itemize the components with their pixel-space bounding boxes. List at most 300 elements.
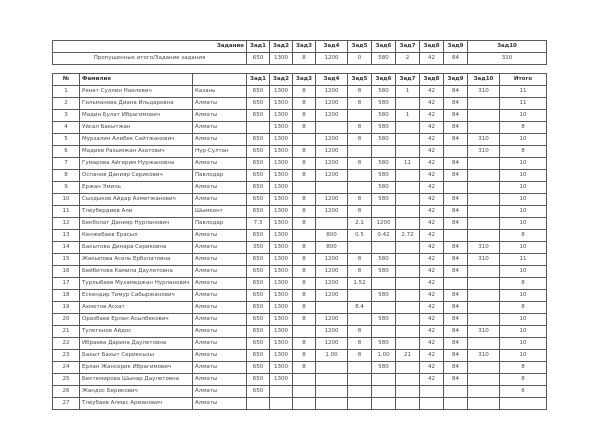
task-score [293,386,316,398]
task-score: 8 [293,86,316,98]
row-number: 2 [53,98,80,110]
column-header: № [53,74,80,86]
task-score [372,374,396,386]
task-score [348,242,372,254]
summary-column-header: Зад8 [420,41,444,53]
task-score: 2.72 [396,230,420,242]
row-number: 23 [53,350,80,362]
participant-city: Алматы [193,98,247,110]
participant-city: Алматы [193,110,247,122]
participant-city: Павлодар [193,170,247,182]
participant-city: Алматы [193,398,247,410]
task-score: 8 [348,194,372,206]
task-score: 580 [372,182,396,194]
task-score: 310 [468,134,500,146]
task-score [468,314,500,326]
row-total: 10 [500,218,547,230]
task-score: 1300 [270,146,293,158]
task-score [396,338,420,350]
task-score [444,278,468,290]
task-score [396,218,420,230]
summary-value: 2 [396,53,420,65]
row-number: 14 [53,242,80,254]
row-number: 26 [53,386,80,398]
task-score: 350 [247,242,270,254]
task-score: 42 [420,302,444,314]
task-score: 8 [293,266,316,278]
task-score: 84 [444,218,468,230]
row-total: 8 [500,278,547,290]
row-total: 11 [500,86,547,98]
row-number: 3 [53,110,80,122]
task-score: 84 [444,314,468,326]
row-number: 6 [53,146,80,158]
task-score: 84 [444,266,468,278]
task-score [316,374,348,386]
task-score: 1200 [316,314,348,326]
participant-city: Шымкент [193,206,247,218]
summary-value: 1300 [270,53,293,65]
task-score: 8.4 [348,302,372,314]
table-row [53,386,547,398]
task-score: 8 [293,170,316,182]
summary-value: 84 [444,53,468,65]
task-score: 650 [247,86,270,98]
task-score [468,230,500,242]
task-score: 84 [444,362,468,374]
participant-name: Кенжебаев Ерасыл [80,230,193,242]
summary-column-header: Зад10 [468,41,547,53]
task-score [444,386,468,398]
row-total: 10 [500,326,547,338]
task-score: 42 [420,326,444,338]
task-score: 42 [420,278,444,290]
summary-column-header: Зад3 [293,41,316,53]
task-score: 84 [444,122,468,134]
task-score [372,206,396,218]
task-score [396,206,420,218]
column-header: Зад6 [372,74,396,86]
task-score: 8 [348,86,372,98]
task-score [348,362,372,374]
task-score: 84 [444,98,468,110]
task-score: 1200 [316,266,348,278]
column-header: Зад4 [316,74,348,86]
participant-name: Бектемирова Шынар Даулетовна [80,374,193,386]
task-score [372,278,396,290]
participant-city: Павлодар [193,218,247,230]
task-score [396,254,420,266]
task-score: 1200 [316,158,348,170]
task-score [293,134,316,146]
task-score [444,230,468,242]
participant-city: Алматы [193,122,247,134]
task-score: 84 [444,290,468,302]
row-total: 10 [500,314,547,326]
participant-name: Бахыт Бахыт Сериккызы [80,350,193,362]
task-score [396,326,420,338]
participant-city: Алматы [193,134,247,146]
participant-name: Бакытова Динара Сериковна [80,242,193,254]
row-number: 1 [53,86,80,98]
participant-name: Бекболат Данияр Нурланович [80,218,193,230]
summary-column-header: Зад1 [247,41,270,53]
participant-city: Алматы [193,194,247,206]
task-score: 8 [293,218,316,230]
table-row [53,278,547,290]
summary-value: 310 [468,53,547,65]
column-header: Зад8 [420,74,444,86]
task-score: 1300 [270,326,293,338]
task-score: 650 [247,206,270,218]
participant-city: Алматы [193,374,247,386]
task-score: 650 [247,182,270,194]
task-score [372,398,396,410]
task-score: 580 [372,338,396,350]
summary-value: 580 [372,53,396,65]
participant-city: Казань [193,86,247,98]
task-score: 1200 [316,206,348,218]
task-score [372,326,396,338]
task-score: 310 [468,326,500,338]
task-score: 84 [444,86,468,98]
row-total: 8 [500,374,547,386]
participant-name: Мурзалин Алибек Сейтжанович [80,134,193,146]
participant-name: Бейбитова Камила Даулетовна [80,266,193,278]
table-row [53,254,547,266]
task-score [372,386,396,398]
task-score: 1200 [316,194,348,206]
table-row [53,218,547,230]
task-score: 1200 [316,110,348,122]
task-score: 1 [396,110,420,122]
table-row [53,398,547,410]
task-score: 84 [444,350,468,362]
participant-city: Алматы [193,338,247,350]
task-score: 42 [420,362,444,374]
task-score [316,182,348,194]
task-score [396,98,420,110]
task-score: 1.00 [372,350,396,362]
participant-city: Алматы [193,230,247,242]
task-score [316,218,348,230]
column-header: Зад7 [396,74,420,86]
participant-name: Тлеубаев Алмас Арманович [80,398,193,410]
participant-city: Алматы [193,302,247,314]
table-row [53,242,547,254]
participant-name: Ибраева Дарина Даулетовна [80,338,193,350]
summary-value: 650 [247,53,270,65]
task-score: 650 [247,98,270,110]
task-score: 8 [293,110,316,122]
summary-label: Задание [53,41,247,53]
task-score: 42 [420,206,444,218]
summary-column-header: Зад2 [270,41,293,53]
task-score: 42 [420,242,444,254]
table-row [53,314,547,326]
task-score: 8 [293,338,316,350]
task-score: 8 [348,338,372,350]
participant-name: Оразбаев Ерлан Асылбекович [80,314,193,326]
task-score: 8 [293,278,316,290]
task-score: 42 [420,290,444,302]
task-score: 1300 [270,122,293,134]
row-number: 17 [53,278,80,290]
participant-name: Оспанов Данияр Серикович [80,170,193,182]
participant-city: Алматы [193,158,247,170]
participant-name: Жакыпова Асель Ерболатовна [80,254,193,266]
row-number: 11 [53,206,80,218]
task-score: 1200 [316,254,348,266]
task-score: 650 [247,278,270,290]
summary-value: 8 [293,53,316,65]
task-score: 42 [420,158,444,170]
row-number: 21 [53,326,80,338]
task-score: 1300 [270,290,293,302]
table-gap [53,65,547,74]
participant-name: Ренат Суллин Наилевич [80,86,193,98]
task-score: 84 [444,158,468,170]
summary-value: 1200 [316,53,348,65]
task-score: 84 [444,206,468,218]
task-score: 580 [372,314,396,326]
task-score: 580 [372,134,396,146]
task-score [396,122,420,134]
participant-name: Мадиев Рахымжан Азатович [80,146,193,158]
table-row [53,146,547,158]
task-score: 1300 [270,110,293,122]
row-total: 6 [500,386,547,398]
task-score: 1200 [316,170,348,182]
row-total: 10 [500,194,547,206]
row-total [500,398,547,410]
task-score: 580 [372,86,396,98]
task-score [293,182,316,194]
task-score: 8 [348,122,372,134]
task-score [396,170,420,182]
participant-city: Алматы [193,254,247,266]
task-score [316,386,348,398]
task-score [468,278,500,290]
table-row [53,230,547,242]
participant-name: Тулегенов Айдос [80,326,193,338]
task-score [468,362,500,374]
summary-header-row [53,41,547,53]
task-score: 42 [420,182,444,194]
task-score: 1300 [270,194,293,206]
table-row [53,98,547,110]
participant-city: Алматы [193,278,247,290]
task-score [316,302,348,314]
row-total: 10 [500,266,547,278]
summary-values-label: Пропущенных итого/Задание задания [53,53,247,65]
task-score: 650 [247,230,270,242]
row-number: 19 [53,302,80,314]
task-score: 650 [247,314,270,326]
participant-city: Алматы [193,326,247,338]
task-score: 1300 [270,350,293,362]
participant-name: Жандос Берикович [80,386,193,398]
task-score: 1300 [270,230,293,242]
row-number: 15 [53,254,80,266]
task-score: 1300 [270,134,293,146]
column-header: Зад2 [270,74,293,86]
participant-city: Нур-Султан [193,146,247,158]
task-score: 42 [420,170,444,182]
task-score [348,314,372,326]
task-score [468,386,500,398]
task-score: 1200 [316,290,348,302]
task-score: 580 [372,158,396,170]
task-score [444,398,468,410]
task-score [348,170,372,182]
table-row [53,266,547,278]
task-score: 1.52 [348,278,372,290]
task-score: 1300 [270,218,293,230]
task-score [247,398,270,410]
task-score: 8 [348,266,372,278]
task-score [420,386,444,398]
row-total: 10 [500,182,547,194]
task-score [468,122,500,134]
participant-name: Ержан Эмиль [80,182,193,194]
task-score: 42 [420,350,444,362]
column-header [193,74,247,86]
table-row [53,122,547,134]
task-score: 1200 [316,278,348,290]
table-row [53,158,547,170]
task-score [247,122,270,134]
task-score: 84 [444,194,468,206]
task-score: 650 [247,290,270,302]
task-score [468,170,500,182]
task-score: 650 [247,374,270,386]
row-number: 25 [53,374,80,386]
summary-column-header: Зад6 [372,41,396,53]
task-score: 1.00 [316,350,348,362]
task-score: 650 [247,338,270,350]
task-score: 42 [420,146,444,158]
task-score: 8 [293,242,316,254]
participant-city: Алматы [193,314,247,326]
row-number: 13 [53,230,80,242]
task-score [468,302,500,314]
column-header: Зад9 [444,74,468,86]
task-score [316,362,348,374]
row-total: 10 [500,242,547,254]
table-row [53,362,547,374]
task-score: 1300 [270,182,293,194]
task-score: 8 [293,314,316,326]
task-score: 1300 [270,206,293,218]
task-score: 650 [247,302,270,314]
task-score: 84 [444,242,468,254]
participant-name: Сыздыков Айдар Ахметжанович [80,194,193,206]
task-score [348,290,372,302]
task-score [316,398,348,410]
task-score [396,266,420,278]
summary-column-header: Зад4 [316,41,348,53]
task-score: 0.5 [348,230,372,242]
task-score: 650 [247,170,270,182]
row-number: 7 [53,158,80,170]
task-score: 1300 [270,362,293,374]
task-score [444,182,468,194]
row-number: 8 [53,170,80,182]
task-score: 1200 [316,98,348,110]
task-score [468,98,500,110]
row-total: 8 [500,362,547,374]
row-total: 8 [500,302,547,314]
task-score: 650 [247,146,270,158]
task-score: 580 [372,170,396,182]
task-score: 1300 [270,302,293,314]
row-number: 20 [53,314,80,326]
task-score [396,290,420,302]
task-score: 650 [247,158,270,170]
table-row [53,350,547,362]
spreadsheet-sheet [52,40,546,406]
participant-city: Алматы [193,182,247,194]
table-row [53,302,547,314]
task-score: 1300 [270,170,293,182]
summary-column-header: Зад7 [396,41,420,53]
task-score [293,230,316,242]
task-score [468,218,500,230]
task-score: 84 [444,302,468,314]
task-score: 1200 [316,326,348,338]
task-score [396,146,420,158]
task-score: 42 [420,122,444,134]
task-score [468,266,500,278]
task-score: 84 [444,170,468,182]
task-score: 650 [247,254,270,266]
task-score: 8 [293,158,316,170]
row-total: 10 [500,290,547,302]
table-header-row [53,74,547,86]
summary-value: 0 [348,53,372,65]
task-score [396,362,420,374]
task-score: 11 [396,158,420,170]
task-score: 310 [468,146,500,158]
task-score [293,374,316,386]
task-score [468,182,500,194]
task-score: 1200 [372,218,396,230]
row-total: 10 [500,350,547,362]
task-score: 0.42 [372,230,396,242]
task-score: 8 [293,302,316,314]
row-total: 10 [500,170,547,182]
task-score [444,146,468,158]
task-score: 8 [348,134,372,146]
task-score [396,398,420,410]
row-total: 10 [500,206,547,218]
row-number: 22 [53,338,80,350]
task-score: 580 [372,254,396,266]
task-score: 1300 [270,254,293,266]
column-header: Итого [500,74,547,86]
table-row [53,110,547,122]
task-score: 42 [420,98,444,110]
table-row [53,374,547,386]
participant-city: Алматы [193,290,247,302]
participant-city: Алматы [193,362,247,374]
task-score: 42 [420,134,444,146]
task-score: 8 [293,290,316,302]
task-score [396,314,420,326]
participant-name: Турлыбаев Мухамеджан Нурланович [80,278,193,290]
task-score: 1300 [270,266,293,278]
